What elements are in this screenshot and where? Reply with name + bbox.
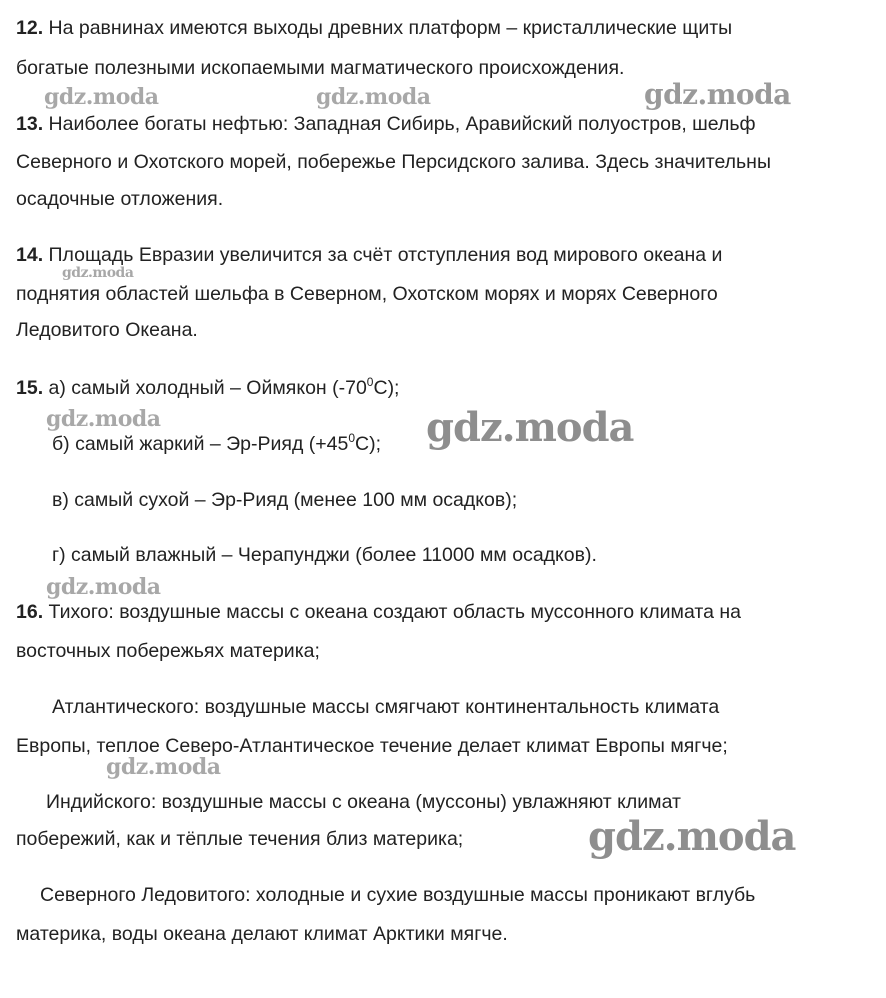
q14-line-3: Ледовитого Океана. bbox=[16, 319, 198, 341]
watermark: gdz.moda bbox=[588, 813, 796, 860]
q15-line-b bbox=[52, 432, 381, 456]
q16-indian-line-1: Индийского: воздушные массы с океана (муссоны) увлажняют климат bbox=[46, 791, 681, 813]
q13-number: 13. bbox=[16, 113, 44, 135]
q16-atlantic-line-2: Европы, теплое Северо-Атлантическое течение делает климат Европы мягче; bbox=[16, 735, 728, 757]
q15-line-a bbox=[16, 376, 399, 400]
q14-line-2: поднятия областей шельфа в Северном, Охотском морях и морях Северного bbox=[16, 283, 718, 305]
q12-text-1: На равнинах имеются выходы древних платформ – кристаллические щиты bbox=[43, 17, 733, 39]
watermark: gdz.moda bbox=[46, 406, 161, 432]
q15-line-d: г) самый влажный – Черапунджи (более 11000 мм осадков). bbox=[52, 544, 597, 566]
q15-b-end: С); bbox=[355, 433, 382, 455]
q16-indian-line-2: побережий, как и тёплые течения близ материка; bbox=[16, 828, 464, 850]
q12-number: 12. bbox=[16, 17, 44, 39]
q16-arctic-line-2: материка, воды океана делают климат Арктики мягче. bbox=[16, 923, 508, 945]
q16-text-1: Тихого: воздушные массы с океана создают область муссонного климата на bbox=[43, 601, 741, 623]
q16-atlantic-line-1: Атлантического: воздушные массы смягчают континентальность климата bbox=[52, 696, 720, 718]
q15-b-degree: 0 bbox=[348, 430, 356, 445]
q16-line-2: восточных побережьях материка; bbox=[16, 640, 320, 662]
q13-line-2: Северного и Охотского морей, побережье Персидского залива. Здесь значительны bbox=[16, 151, 771, 173]
q12-line-1 bbox=[16, 16, 732, 40]
q13-line-1 bbox=[16, 112, 756, 136]
q12-line-2: богатые полезными ископаемыми магматического происхождения. bbox=[16, 57, 625, 79]
q15-a-text: а) самый холодный – Оймякон (-70 bbox=[43, 377, 367, 399]
q16-line-1 bbox=[16, 600, 741, 624]
watermark: gdz.moda bbox=[644, 78, 791, 111]
q16-arctic-line-1: Северного Ледовитого: холодные и сухие воздушные массы проникают вглубь bbox=[40, 884, 756, 906]
q13-text-1: Наиболее богаты нефтью: Западная Сибирь, Аравийский полуостров, шельф bbox=[43, 113, 756, 135]
q16-number: 16. bbox=[16, 601, 44, 623]
watermark: gdz.moda bbox=[62, 265, 134, 281]
q15-number: 15. bbox=[16, 377, 44, 399]
q15-a-degree: 0 bbox=[366, 374, 374, 389]
q13-line-3: осадочные отложения. bbox=[16, 188, 224, 210]
q15-b-text: б) самый жаркий – Эр-Рияд (+45 bbox=[52, 433, 349, 455]
q15-line-c: в) самый сухой – Эр-Рияд (менее 100 мм осадков); bbox=[52, 489, 518, 511]
q14-text-1: Площадь Евразии увеличится за счёт отступления вод мирового океана и bbox=[43, 244, 723, 266]
watermark: gdz.moda bbox=[106, 754, 221, 780]
q14-number: 14. bbox=[16, 244, 44, 266]
watermark: gdz.moda bbox=[316, 84, 431, 110]
watermark: gdz.moda bbox=[426, 404, 634, 451]
q14-line-1 bbox=[16, 243, 722, 267]
watermark: gdz.moda bbox=[44, 84, 159, 110]
q15-a-end: С); bbox=[373, 377, 400, 399]
watermark: gdz.moda bbox=[46, 574, 161, 600]
